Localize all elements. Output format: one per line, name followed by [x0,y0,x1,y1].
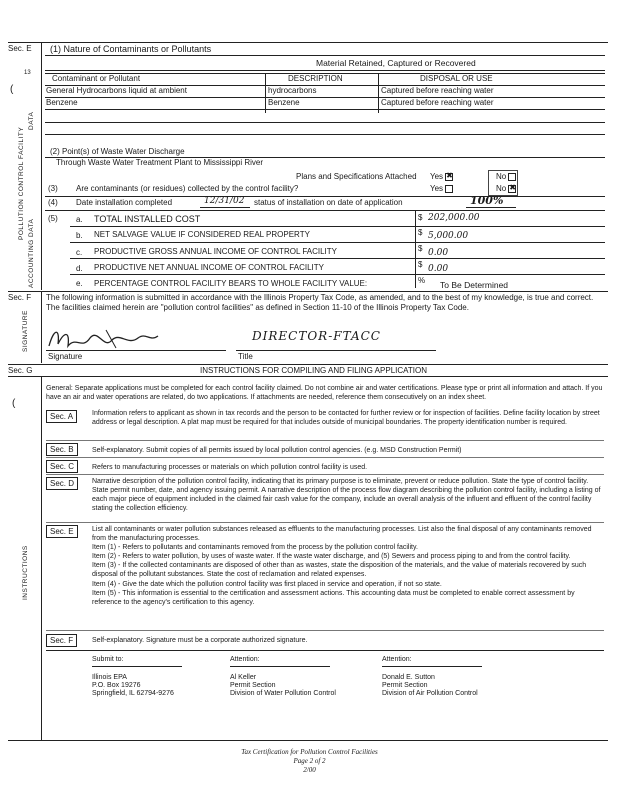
rule [45,196,605,197]
rule [46,630,604,631]
value-col-divider [415,210,416,288]
item-b-dollar: $ [418,228,423,237]
rule [70,242,605,243]
item-e-pct: % [418,276,426,285]
rule [8,376,608,377]
item-d-text: PRODUCTIVE NET ANNUAL INCOME OF CONTROL FACILITY [94,263,324,272]
item-d-dollar: $ [418,260,423,269]
rule [382,666,482,667]
sec-c-text: Refers to manufacturing processes or materials on which pollution control facility is used. [92,464,368,471]
description-cell: Benzene [268,98,300,107]
rule [45,109,605,110]
address-line: Donald E. Sutton [382,674,435,681]
q4-date: 12/31/02 [204,196,245,206]
address-line: Permit Section [382,682,428,689]
sec-d-tag: Sec. D [46,477,78,490]
footer-line-1: Tax Certification for Pollution Control Facilities [241,748,378,756]
sec-c-tag: Sec. C [46,460,78,473]
q3-number: (3) [48,184,58,193]
contaminant-cell: Benzene [46,98,78,107]
no-box-frame [488,170,518,196]
item-e-letter: e. [76,279,83,288]
address-line: Division of Water Pollution Control [230,690,336,697]
disposal-cell: Captured before reaching water [381,98,494,107]
rule [46,440,604,441]
col-contaminant-header: Contaminant or Pollutant [52,74,141,83]
rule [45,122,605,123]
plans-label: Plans and Specifications Attached [296,172,417,181]
submit-to-label: Submit to: [92,656,124,663]
item-a-value: 202,000.00 [428,213,480,223]
item-c-letter: c. [76,248,83,257]
item-a-dollar: $ [418,213,423,222]
sec-g-title: INSTRUCTIONS FOR COMPILING AND FILING APPLICATION [200,366,427,375]
percent-underline [466,207,516,208]
sec-e-label: Sec. E [8,44,32,53]
col-disposal-header: DISPOSAL OR USE [420,74,493,83]
sec-a-tag: Sec. A [46,410,77,423]
q3-yes-checkbox[interactable] [445,185,453,193]
plans-yes-checkbox[interactable] [445,173,453,181]
col-description-header: DESCRIPTION [288,74,343,83]
sec-e-sidebar-rule [41,42,42,290]
q5-number: (5) [48,214,58,223]
q4-text: Date installation completed [76,198,173,207]
attention-label-water: Attention: [230,656,260,663]
title-label: Title [238,352,253,361]
attention-label-air: Attention: [382,656,412,663]
address-line: P.O. Box 19276 [92,682,141,689]
signature-line [46,350,226,351]
sec-g-top-rule [8,364,608,365]
no-text: No [496,184,507,193]
sec-e-tag: Sec. E [46,525,78,538]
rule [45,70,605,71]
sec-g-side-label: INSTRUCTIONS [22,545,29,600]
top-rule [8,42,608,43]
item-b-text: NET SALVAGE VALUE IF CONSIDERED REAL PROPERTY [94,230,310,239]
rule [230,666,330,667]
q4-number: (4) [48,198,58,207]
rule [45,134,605,135]
sec-g-label: Sec. G [8,366,33,375]
title-value: DIRECTOR-FTACC [252,329,381,343]
sec-a-text: Information refers to applicant as shown in tax records and the person to be contacted for further review or for inspection of facilities. Define facility location by street address or legal description. A plat map must be required for that includes outside of municipal boundaries. The property identification number is required. [92,410,600,427]
rule [46,522,604,523]
yes-text: Yes [430,172,444,181]
rule [45,97,605,98]
yes-text: Yes [430,184,444,193]
q4-status: status of installation on date of application [254,198,403,207]
item-c-dollar: $ [418,244,423,253]
rule [70,226,605,227]
sec-e-side-number: 13 [24,70,31,76]
margin-mark-1: ( [10,84,14,95]
sec-f-sidebar-rule [41,291,42,363]
sec-f-tag: Sec. F [46,634,77,647]
footer-line-2: Page 2 of 2 [293,757,326,765]
rule [92,666,182,667]
contaminant-cell: General Hydrocarbons liquid at ambient [46,86,187,95]
rule [70,274,605,275]
item-b-letter: b. [76,231,83,240]
date-underline [200,207,250,208]
sec-e-side-label-3: DATA [28,111,35,130]
sec-e-side-label-1: POLLUTION CONTROL FACILITY [18,126,25,240]
sec-e-instructions-text: List all contaminants or water pollution substances released as effluents to the manufacturing processes. List also the final disposal of any contaminants removed from the manufacturing processes. Item (1) - Refers to pollutants and contaminants removed from the process by the pollution control facility. Item (2) - Refers to water pollution, by uses of waste water. If the waste water discharge, and (5) Sewers and process piping to and from the control facility. Item (3) - If the collected contaminants are disposed of other than as wastes, state the disposition of the materials, and the value of materials recovered by such disposal of the pollutant substances. State the cost of reclamation and related expenses. Item (4) - Give the date which the pollution control facility was first placed in service and operation, if not so state. Item (5) - This information is essential to the certification and assessment actions. This accounting data must be completed to enable correct assessment by reference to the agency's certification to this agency. [92,526,592,606]
address-line: Al Keller [230,674,257,681]
plans-yes-label [430,172,453,181]
address-line: Springfield, IL 62794-9276 [92,690,174,697]
col-divider [378,73,379,113]
q3-text: Are contaminants (or residues) collected by the control facility? [76,184,299,193]
item-d-letter: d. [76,264,83,273]
item-d-value: 0.00 [428,264,449,274]
rule [70,258,605,259]
sec-e-side-label-2: ACCOUNTING DATA [28,218,35,288]
sec-d-text: Narrative description of the pollution control facility, indicating that its primary purpose is to eliminate, prevent or reduce pollution. State the type of control facility. State permit number, date, and agency issuing permit. A narrative description of the process flow diagram describing the pollution control facility, including a listing of each major piece of equipment included in the claimed fair cash value for the company, include an overall analysis of the influent and effluent of the control facility stating the collection efficiency. [92,478,601,513]
rule [46,650,604,651]
item-e-text: PERCENTAGE CONTROL FACILITY BEARS TO WHOLE FACILITY VALUE: [94,279,368,288]
address-line: Division of Air Pollution Control [382,690,478,697]
sec-g-sidebar-rule [41,376,42,740]
item-b-value: 5,000.00 [428,231,469,241]
rule [45,55,605,56]
bottom-rule [8,740,608,741]
rule [46,474,604,475]
disposal-cell: Captured before reaching water [381,86,494,95]
general-instructions: General: Separate applications must be completed for each control facility claimed. Do not combine air and water certifications. Please type or print all information and attach. If you have an air and water operations are related, do two applications. If attachments are needed, reference them consecutively on an index sheet. [46,385,603,402]
discharge-value: Through Waste Water Treatment Plant to Mississippi River [56,158,264,167]
item-c-text: PRODUCTIVE GROSS ANNUAL INCOME OF CONTROL FACILITY [94,247,337,256]
item-c-value: 0.00 [428,248,449,258]
rule [46,457,604,458]
q3-yes-label [430,184,453,193]
col-divider [265,73,266,113]
sec-e-title: (1) Nature of Contaminants or Pollutants [50,44,212,54]
q4-percent: 100% [470,194,504,207]
item-a-text: TOTAL INSTALLED COST [94,214,201,224]
title-line [236,350,436,351]
material-header: Material Retained, Captured or Recovered [316,58,476,68]
no-text: No [496,172,507,181]
sec-b-tag: Sec. B [46,443,78,456]
item-a-letter: a. [76,215,83,224]
sec-f-top-rule [8,291,608,292]
rule [45,210,605,211]
sec-f-instructions-text: Self-explanatory. Signature must be a corporate authorized signature. [92,637,308,644]
sec-f-label: Sec. F [8,293,32,302]
description-cell: hydrocarbons [268,86,317,95]
sec-f-side-label: SIGNATURE [22,310,29,352]
sec-f-text: The following information is submitted in accordance with the Illinois Property Tax Code, as amended, and to the best of my knowledge, is true and correct. The facilities claimed herein are "pollution control facilities" as defined in Section 11-10 of the Illinois Property Tax Code. [46,293,594,312]
discharge-title: (2) Point(s) of Waste Water Discharge [50,147,185,156]
margin-mark-2: ( [12,398,16,409]
address-line: Permit Section [230,682,276,689]
sec-b-text: Self-explanatory. Submit copies of all permits issued by local pollution control agencies. (e.g. MSD Construction Permit) [92,447,462,454]
address-line: Illinois EPA [92,674,127,681]
signature-label: Signature [48,352,83,361]
item-e-value: To Be Determined [440,280,509,290]
footer-line-3: 2/00 [303,766,316,774]
